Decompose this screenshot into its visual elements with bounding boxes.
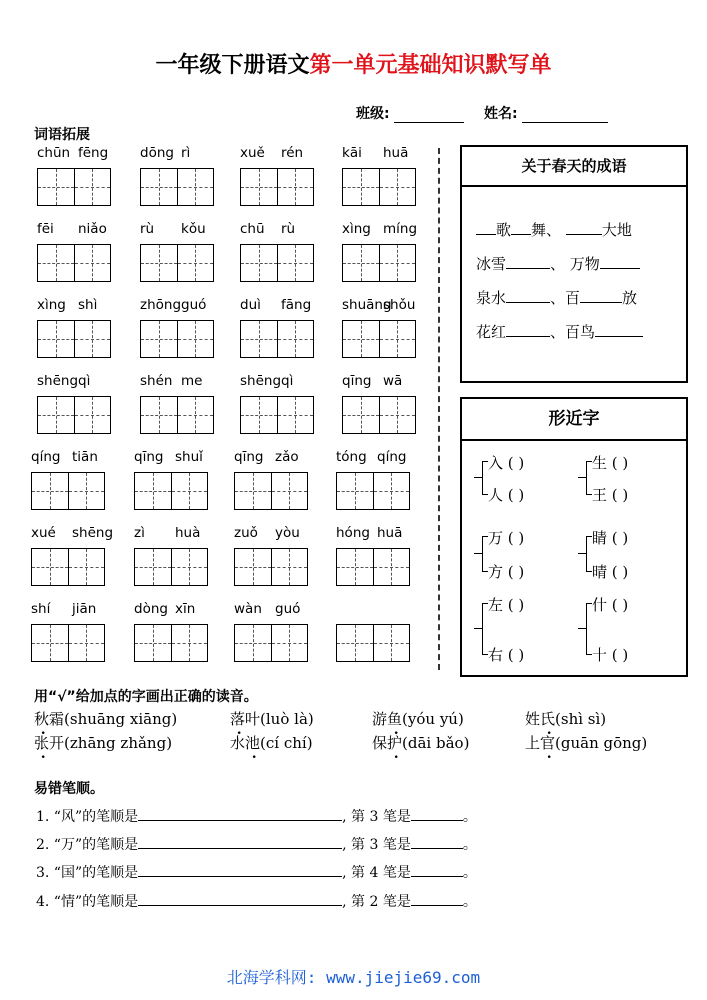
pinyin-syllable: qīng (134, 449, 164, 465)
tian-cell[interactable] (171, 549, 208, 585)
pinyin-syllable: zhōng (140, 297, 182, 313)
writing-boxes[interactable] (31, 548, 105, 586)
pinyin-syllable: duì (240, 297, 261, 313)
pinyin-syllable: tóng (336, 449, 367, 465)
tian-cell[interactable] (74, 397, 111, 433)
tian-cell[interactable] (373, 473, 410, 509)
pinyin-syllable: rì (181, 145, 191, 161)
similar-char: 入 ( ) (488, 454, 525, 472)
class-name-line (356, 103, 608, 123)
reading-item (525, 708, 606, 729)
pinyin-syllable: qīng (342, 373, 372, 389)
brace-tip (578, 553, 586, 554)
tian-cell[interactable] (343, 321, 379, 357)
tian-cell[interactable] (68, 625, 105, 661)
tian-cell[interactable] (241, 321, 277, 357)
pinyin-syllable: guó (275, 601, 301, 617)
writing-boxes[interactable] (240, 244, 314, 282)
pinyin-syllable: xué (31, 525, 56, 541)
tian-cell[interactable] (32, 549, 68, 585)
tian-cell[interactable] (277, 245, 314, 281)
tian-cell[interactable] (177, 245, 214, 281)
tian-cell[interactable] (241, 245, 277, 281)
dotted-char: 护 (387, 734, 403, 752)
pinyin-syllable: dòng (134, 601, 168, 617)
similar-char: 什 ( ) (592, 596, 629, 614)
writing-boxes[interactable] (134, 624, 208, 662)
question-text: , 第 3 笔是 (342, 809, 411, 825)
tian-cell[interactable] (141, 169, 177, 205)
pinyin-syllable: shì (78, 297, 98, 313)
writing-boxes[interactable] (336, 472, 410, 510)
pinyin-syllable: shuāng (342, 297, 392, 313)
tian-cell[interactable] (277, 321, 314, 357)
writing-boxes[interactable] (140, 396, 214, 434)
pinyin-syllable: qì (78, 373, 91, 389)
pinyin-options[interactable]: (shì sì) (555, 710, 607, 728)
tian-cell[interactable] (38, 245, 74, 281)
pinyin-syllable: shēng (37, 373, 79, 389)
question-end: 。 (462, 809, 477, 825)
similar-char: 左 ( ) (488, 596, 525, 614)
idiom-line-3: 泉水 、百 放 (476, 289, 638, 307)
blank[interactable] (511, 220, 531, 235)
writing-boxes[interactable] (336, 548, 410, 586)
pinyin-syllable: xìng (342, 221, 371, 237)
blank[interactable] (506, 288, 550, 303)
word-char: 叶 (245, 710, 261, 728)
pinyin-syllable: rù (140, 221, 155, 237)
tian-cell[interactable] (379, 169, 416, 205)
dotted-char: 氏 (540, 710, 556, 728)
class-label: 班级: (356, 106, 390, 122)
tian-cell[interactable] (135, 473, 171, 509)
stroke-order-blank[interactable] (138, 806, 342, 821)
pinyin-options[interactable]: (cí chí) (260, 734, 313, 752)
tian-cell[interactable] (135, 625, 171, 661)
pinyin-syllable: qì (281, 373, 294, 389)
word-char: 霜 (49, 710, 65, 728)
spring-idioms-title: 关于春天的成语 (462, 147, 686, 187)
tian-cell[interactable] (74, 321, 111, 357)
writing-boxes[interactable] (234, 624, 308, 662)
pinyin-options[interactable]: (guān gōng) (555, 734, 648, 752)
tian-cell[interactable] (141, 321, 177, 357)
tian-cell[interactable] (171, 473, 208, 509)
pinyin-options[interactable]: (shuāng xiāng) (64, 710, 178, 728)
pinyin-syllable: rén (281, 145, 304, 161)
pinyin-syllable: xīn (175, 601, 196, 617)
similar-char: 王 ( ) (592, 486, 629, 504)
pinyin-syllable: shí (31, 601, 51, 617)
stroke-blank[interactable] (411, 891, 463, 906)
pinyin-syllable: me (181, 373, 203, 389)
pinyin-syllable: fēi (37, 221, 54, 237)
name-label: 姓名: (483, 106, 518, 122)
blank[interactable] (600, 254, 640, 269)
dotted-char: 落 (230, 710, 246, 728)
idiom-line-1: 歌 舞、 大地 (476, 219, 632, 240)
stroke-blank[interactable] (411, 862, 463, 877)
tian-cell[interactable] (74, 169, 111, 205)
tian-cell[interactable] (373, 549, 410, 585)
question-text: 1. “风”的笔顺是 (36, 809, 139, 825)
pinyin-options[interactable]: (dāi bǎo) (402, 734, 470, 752)
similar-char: 右 ( ) (488, 646, 525, 664)
reading-item (525, 732, 647, 753)
writing-boxes[interactable] (140, 168, 214, 206)
pinyin-syllable: míng (383, 221, 418, 237)
similar-char: 晴 ( ) (592, 563, 629, 581)
stroke-order-question (36, 806, 477, 826)
spring-idioms-panel (460, 145, 688, 383)
pinyin-syllable: yòu (275, 525, 300, 541)
pinyin-syllable: zǎo (275, 449, 299, 465)
tian-cell[interactable] (235, 549, 271, 585)
tian-cell[interactable] (241, 397, 277, 433)
blank[interactable] (476, 220, 496, 235)
pinyin-syllable: rù (281, 221, 296, 237)
similar-char: 方 ( ) (488, 563, 525, 581)
tian-cell[interactable] (337, 549, 373, 585)
pinyin-options[interactable]: (zhāng zhǎng) (64, 734, 173, 752)
similar-chars-title: 形近字 (462, 399, 686, 441)
writing-boxes[interactable] (342, 168, 416, 206)
pinyin-syllable: wā (383, 373, 403, 389)
pinyin-syllable: kǒu (181, 221, 206, 237)
name-field[interactable] (522, 108, 608, 123)
word-char: 姓 (525, 710, 541, 728)
blank[interactable] (506, 254, 550, 269)
word-char: 游 (372, 710, 388, 728)
reading-instruction: 用“√”给加点的字画出正确的读音。 (34, 689, 258, 705)
tian-cell[interactable] (135, 549, 171, 585)
pinyin-syllable: zì (134, 525, 145, 541)
tian-cell[interactable] (235, 473, 271, 509)
similar-char: 万 ( ) (488, 529, 525, 547)
pinyin-syllable: hóng (336, 525, 370, 541)
tian-cell[interactable] (38, 169, 74, 205)
similar-char: 十 ( ) (592, 646, 629, 664)
reading-item (230, 708, 314, 729)
pinyin-syllable: xìng (37, 297, 66, 313)
stroke-order-blank[interactable] (138, 834, 342, 849)
tian-cell[interactable] (271, 549, 308, 585)
pinyin-syllable: jiān (72, 601, 97, 617)
pinyin-options[interactable]: (luò là) (260, 710, 314, 728)
tian-cell[interactable] (343, 169, 379, 205)
writing-boxes[interactable] (140, 320, 214, 358)
pinyin-syllable: shēng (72, 525, 114, 541)
tian-cell[interactable] (141, 397, 177, 433)
similar-char: 睛 ( ) (592, 529, 629, 547)
tian-cell[interactable] (343, 397, 379, 433)
dotted-char: 鱼 (387, 710, 403, 728)
blank[interactable] (566, 220, 602, 235)
tian-cell[interactable] (141, 245, 177, 281)
pinyin-syllable: shēng (240, 373, 282, 389)
pinyin-syllable: fēng (78, 145, 109, 161)
dotted-char: 秋 (34, 710, 50, 728)
question-end: 。 (462, 865, 477, 881)
writing-boxes[interactable] (240, 320, 314, 358)
dotted-char: 张 (34, 734, 50, 752)
reading-item (34, 708, 177, 729)
brace-tip (474, 553, 482, 554)
pinyin-syllable: shén (140, 373, 173, 389)
word-char: 水 (230, 734, 246, 752)
writing-boxes[interactable] (31, 624, 105, 662)
divider (438, 148, 440, 670)
blank[interactable] (595, 322, 643, 337)
blank[interactable] (580, 288, 622, 303)
pinyin-syllable: guó (181, 297, 207, 313)
blank[interactable] (506, 322, 550, 337)
stroke-order-blank[interactable] (138, 862, 342, 877)
tian-cell[interactable] (379, 321, 416, 357)
stroke-blank[interactable] (411, 806, 463, 821)
tian-cell[interactable] (277, 397, 314, 433)
tian-cell[interactable] (235, 625, 271, 661)
tian-cell[interactable] (271, 473, 308, 509)
idiom-line-4: 花红 、百鸟 (476, 321, 643, 342)
question-text: 2. “万”的笔顺是 (36, 837, 139, 853)
tian-cell[interactable] (171, 625, 208, 661)
tian-cell[interactable] (343, 245, 379, 281)
pinyin-syllable: chūn (37, 145, 71, 161)
pinyin-syllable: wàn (234, 601, 262, 617)
tian-cell[interactable] (379, 245, 416, 281)
stroke-order-blank[interactable] (138, 891, 342, 906)
word-char: 开 (49, 734, 65, 752)
writing-boxes[interactable] (134, 548, 208, 586)
reading-item (372, 732, 469, 753)
writing-boxes[interactable] (342, 244, 416, 282)
writing-boxes[interactable] (37, 168, 111, 206)
writing-boxes[interactable] (37, 320, 111, 358)
writing-boxes[interactable] (37, 396, 111, 434)
writing-boxes[interactable] (240, 168, 314, 206)
tian-cell[interactable] (177, 321, 214, 357)
tian-cell[interactable] (373, 625, 410, 661)
tian-cell[interactable] (241, 169, 277, 205)
pinyin-options[interactable]: (yóu yú) (402, 710, 464, 728)
similar-char: 生 ( ) (592, 454, 629, 472)
brace-tip (578, 628, 586, 629)
tian-cell[interactable] (68, 549, 105, 585)
stroke-blank[interactable] (411, 834, 463, 849)
pinyin-syllable: dōng (140, 145, 174, 161)
footer-site[interactable]: 北海学科网: www.jiejie69.com (226, 968, 481, 987)
question-text: 4. “情”的笔顺是 (36, 894, 139, 910)
stroke-order-question (36, 891, 477, 911)
dotted-char: 官 (540, 734, 556, 752)
tian-cell[interactable] (32, 625, 68, 661)
tian-cell[interactable] (277, 169, 314, 205)
tian-cell[interactable] (32, 473, 68, 509)
pinyin-syllable: qíng (377, 449, 407, 465)
tian-cell[interactable] (68, 473, 105, 509)
tian-cell[interactable] (379, 397, 416, 433)
similar-char: 人 ( ) (488, 486, 525, 504)
writing-boxes[interactable] (342, 320, 416, 358)
tian-cell[interactable] (337, 473, 373, 509)
idiom-line-2: 冰雪 、 万物 (476, 253, 640, 274)
writing-boxes[interactable] (234, 472, 308, 510)
writing-boxes[interactable] (140, 244, 214, 282)
reading-item (230, 732, 313, 753)
pinyin-syllable: huā (377, 525, 403, 541)
tian-cell[interactable] (38, 397, 74, 433)
writing-boxes[interactable] (37, 244, 111, 282)
reading-item (372, 708, 464, 729)
tian-cell[interactable] (74, 245, 111, 281)
tian-cell[interactable] (177, 397, 214, 433)
pinyin-syllable: shǒu (383, 297, 416, 313)
pinyin-syllable: zuǒ (234, 525, 258, 541)
writing-boxes[interactable] (342, 396, 416, 434)
stroke-order-question (36, 862, 477, 882)
pinyin-syllable: kāi (342, 145, 362, 161)
question-text: , 第 2 笔是 (342, 894, 411, 910)
brace-tip (578, 477, 586, 478)
brace-tip (474, 628, 482, 629)
tian-cell[interactable] (337, 625, 373, 661)
pinyin-syllable: huà (175, 525, 201, 541)
tian-cell[interactable] (177, 169, 214, 205)
question-text: , 第 3 笔是 (342, 837, 411, 853)
question-end: 。 (462, 894, 477, 910)
question-text: , 第 4 笔是 (342, 865, 411, 881)
stroke-order-question (36, 834, 477, 854)
writing-boxes[interactable] (234, 548, 308, 586)
reading-item (34, 732, 172, 753)
pinyin-syllable: fāng (281, 297, 312, 313)
question-end: 。 (462, 837, 477, 853)
stroke-label: 易错笔顺。 (34, 781, 104, 797)
word-char: 上 (525, 734, 541, 752)
pinyin-syllable: tiān (72, 449, 98, 465)
vocab-label: 词语拓展 (34, 127, 90, 143)
pinyin-syllable: huā (383, 145, 409, 161)
word-char: 保 (372, 734, 388, 752)
dotted-char: 池 (245, 734, 261, 752)
tian-cell[interactable] (271, 625, 308, 661)
writing-boxes[interactable] (240, 396, 314, 434)
writing-boxes[interactable] (134, 472, 208, 510)
pinyin-syllable: qīng (234, 449, 264, 465)
pinyin-syllable: niǎo (78, 221, 107, 237)
tian-cell[interactable] (38, 321, 74, 357)
pinyin-syllable: chū (240, 221, 265, 237)
class-field[interactable] (394, 108, 464, 123)
writing-boxes[interactable] (31, 472, 105, 510)
pinyin-syllable: xuě (240, 145, 265, 161)
page-title: 一年级下册语文第一单元基础知识默写单 (155, 53, 552, 78)
pinyin-syllable: shuǐ (175, 449, 203, 465)
writing-boxes[interactable] (336, 624, 410, 662)
brace-tip (474, 477, 482, 478)
question-text: 3. “国”的笔顺是 (36, 865, 139, 881)
pinyin-syllable: qíng (31, 449, 61, 465)
